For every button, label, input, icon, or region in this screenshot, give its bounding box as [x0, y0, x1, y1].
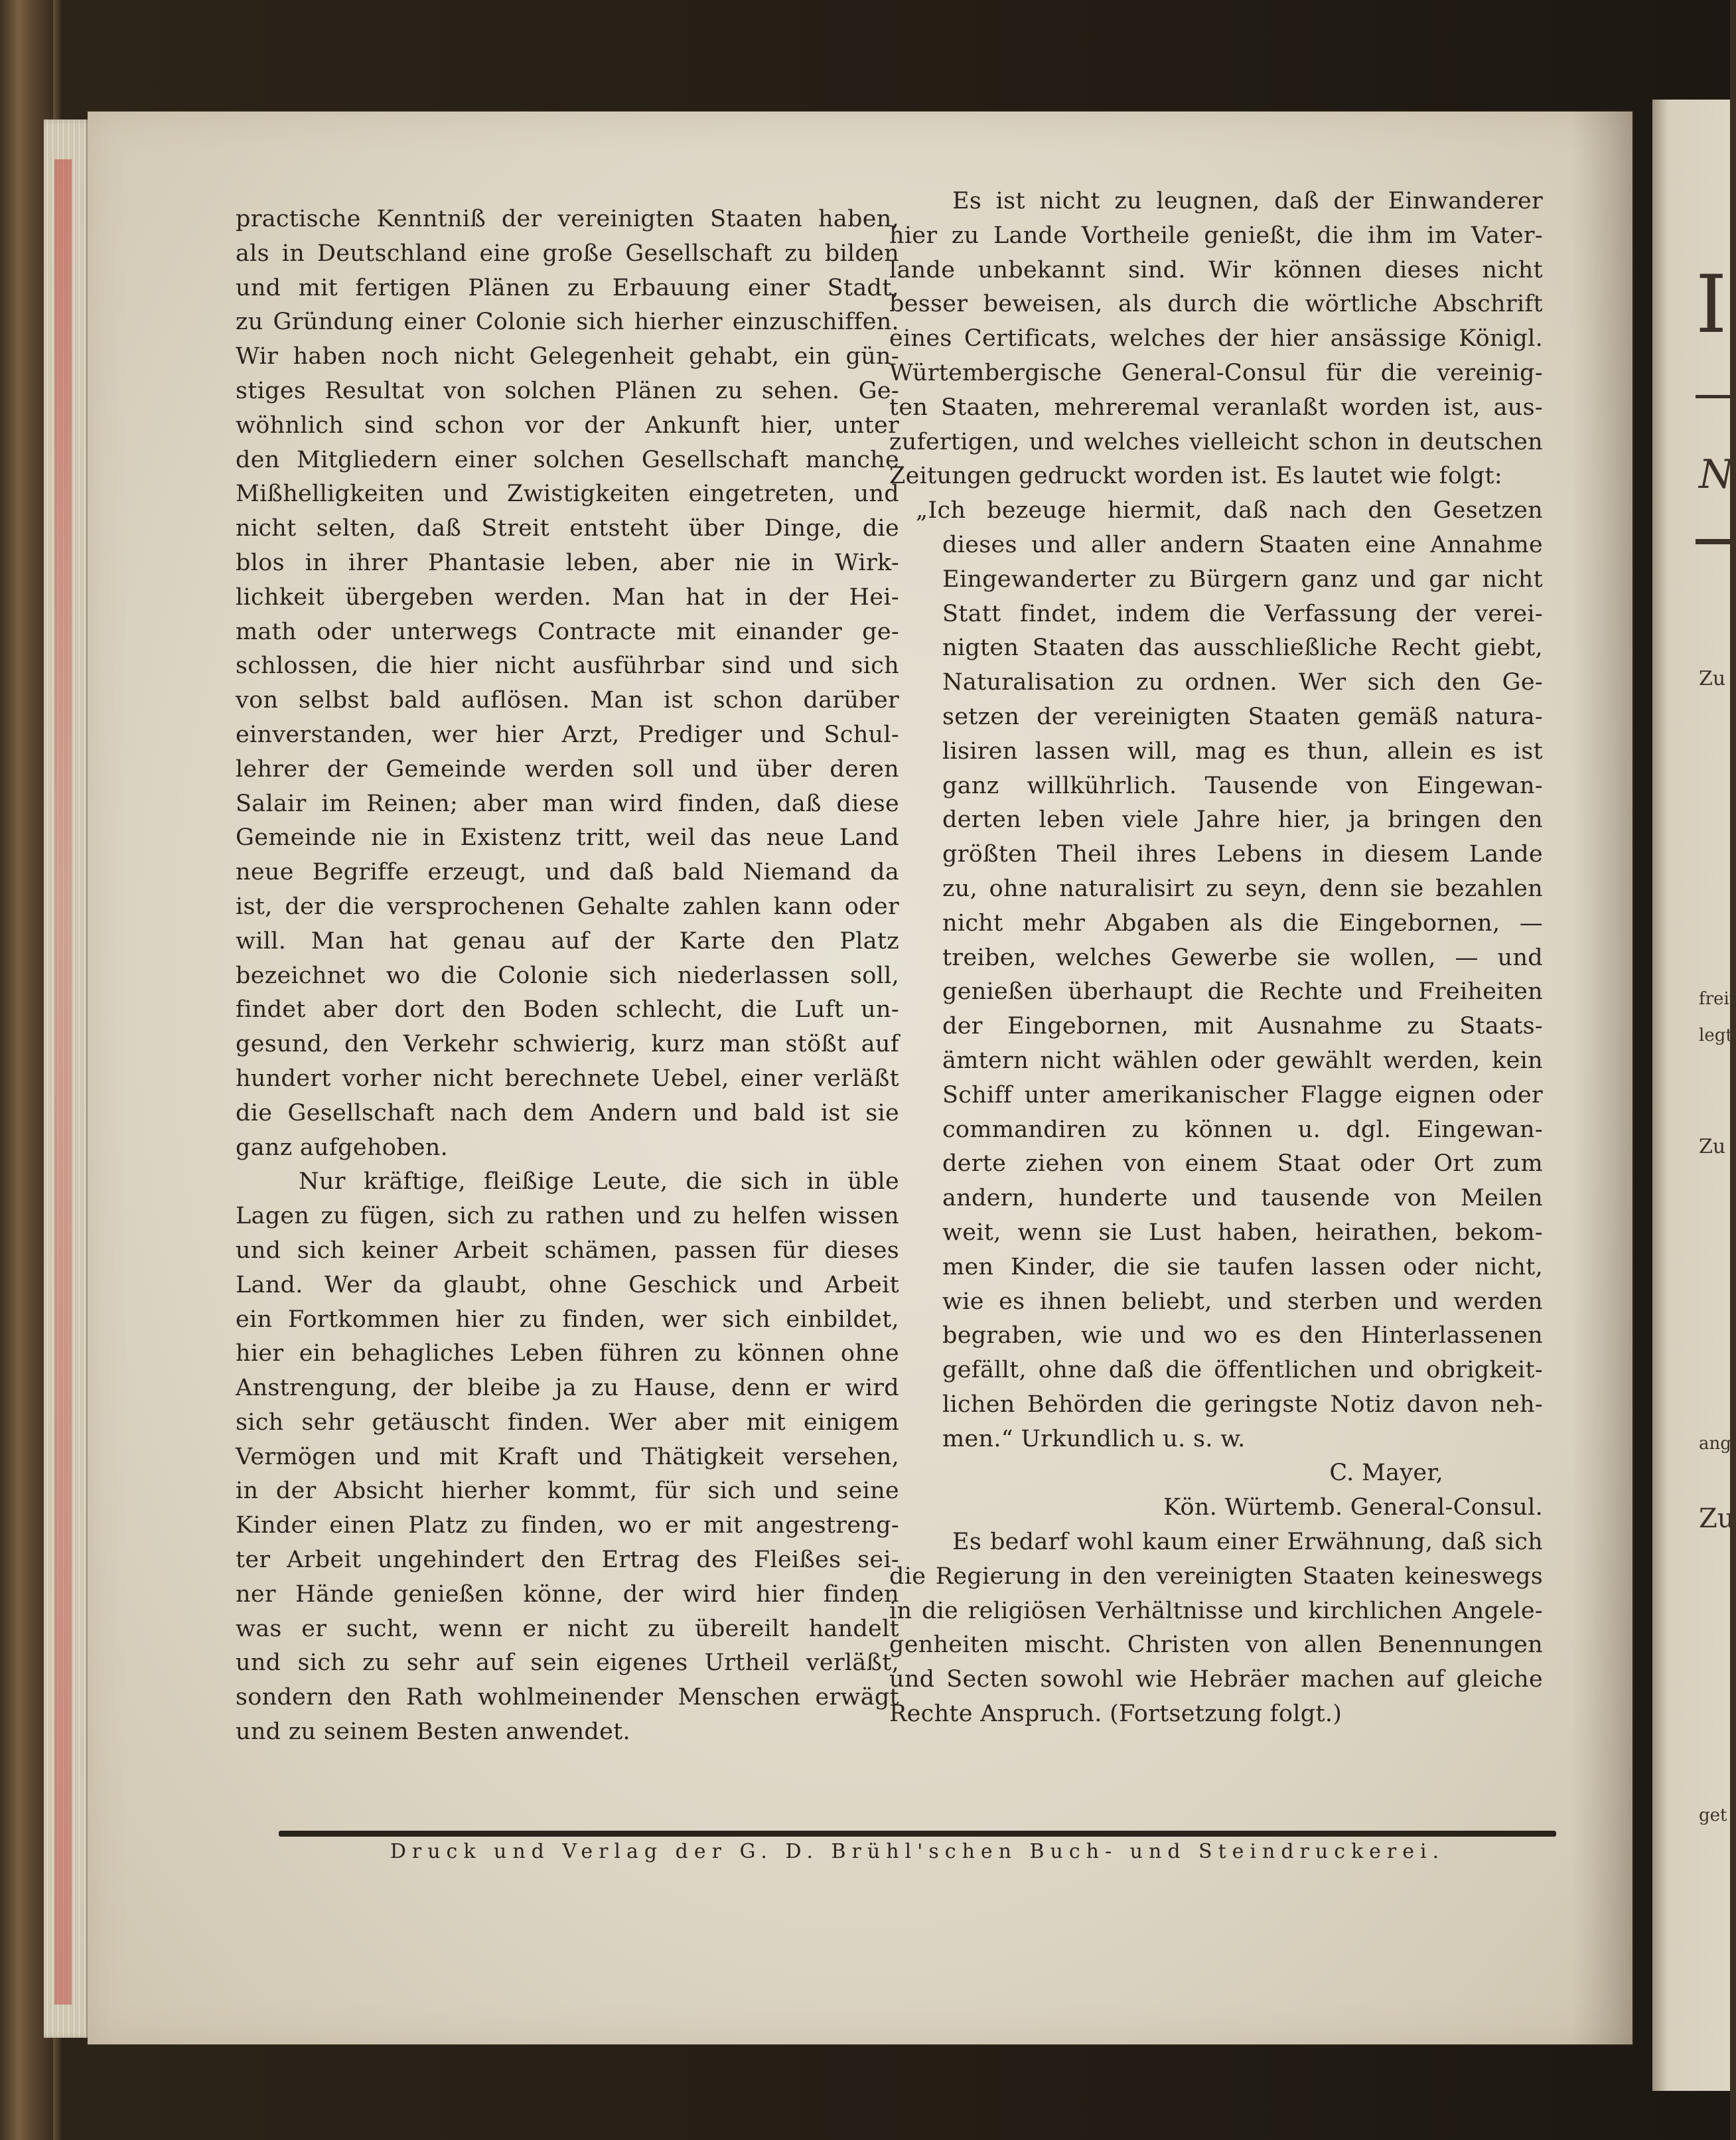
next-page-edge: [1652, 100, 1730, 2091]
text-line: einverstanden, wer hier Arzt, Prediger und Schul-: [236, 721, 899, 748]
text-line: dieses und aller andern Staaten eine Annahme: [942, 531, 1543, 558]
text-line: andern, hunderte und tausende von Meilen: [942, 1185, 1543, 1212]
text-line: stiges Resultat von solchen Plänen zu sehen. Ge-: [236, 377, 899, 404]
signature-title: Kön. Würtemb. General-Consul.: [1163, 1494, 1543, 1521]
text-line: Kinder einen Platz zu finden, wo er mit angestreng-: [236, 1512, 899, 1539]
text-line: schlossen, die hier nicht ausführbar sind und sich: [236, 652, 899, 680]
text-line: und Secten sowohl wie Hebräer machen auf gleiche: [889, 1666, 1543, 1693]
text-line: lichkeit übergeben werden. Man hat in der Hei-: [236, 583, 899, 611]
text-line: gesund, den Verkehr schwierig, kurz man stößt auf: [236, 1031, 899, 1058]
next-page-rule-top: [1696, 395, 1730, 398]
text-line: Anstrengung, der bleibe ja zu Hause, denn er wird: [236, 1375, 899, 1402]
text-line: Land. Wer da glaubt, ohne Geschick und Arbeit: [236, 1271, 899, 1298]
text-line: practische Kenntniß der vereinigten Staaten haben,: [236, 206, 899, 232]
text-line: genießen überhaupt die Rechte und Freiheiten: [942, 978, 1543, 1006]
text-line: weit, wenn sie Lust haben, heirathen, bekom-: [942, 1219, 1543, 1246]
gutter-shadow: [1573, 112, 1632, 2044]
red-page-edge: [54, 159, 72, 2005]
text-line: zu, ohne naturalisirt zu seyn, denn sie bezahlen: [942, 875, 1543, 902]
text-line: „Ich bezeuge hiermit, daß nach den Gesetzen: [916, 497, 1543, 524]
text-line: men Kinder, die sie taufen lassen oder nicht,: [942, 1253, 1543, 1280]
left-paragraph-1: [236, 202, 899, 1165]
next-page-fragment-ang: ang: [1699, 1434, 1731, 1454]
next-page-fragment-zu2: Zu: [1699, 1135, 1726, 1158]
text-line: wie es ihnen beliebt, und sterben und werden: [942, 1288, 1543, 1315]
text-line: commandiren zu können u. dgl. Eingewan-: [942, 1116, 1543, 1143]
text-line: will. Man hat genau auf der Karte den Platz: [236, 927, 899, 955]
text-line: findet aber dort den Boden schlecht, die Luft un-: [236, 996, 899, 1024]
text-line: ner Hände genießen könne, der wird hier finden: [236, 1580, 899, 1608]
next-page-fragment-zu1: Zu: [1699, 667, 1726, 690]
right-paragraph-3: [889, 1525, 1543, 1732]
text-line: die Gesellschaft nach dem Andern und bald ist sie: [236, 1099, 899, 1126]
text-line: lisiren lassen will, mag es thun, allein es ist: [942, 737, 1543, 765]
text-line: hundert vorher nicht berechnete Uebel, einer verläßt: [236, 1065, 899, 1092]
left-paragraph-2: [236, 1165, 899, 1750]
next-page-rule-bottom: [1696, 539, 1730, 544]
text-line: als in Deutschland eine große Gesellschaft zu bilden: [236, 240, 899, 267]
signature-name: C. Mayer,: [1329, 1460, 1443, 1487]
text-line: was er sucht, wenn er nicht zu übereilt handelt: [236, 1615, 899, 1642]
text-line: Mißhelligkeiten und Zwistigkeiten eingetreten, und: [236, 481, 899, 508]
next-page-n-letter: N: [1699, 451, 1734, 498]
text-line: lehrer der Gemeinde werden soll und über deren: [236, 755, 899, 783]
text-line: und sich keiner Arbeit schämen, passen für dieses: [236, 1237, 899, 1264]
text-line: ten Staaten, mehreremal veranlaßt worden ist, aus-: [889, 394, 1543, 421]
text-line: ter Arbeit ungehindert den Ertrag des Fleißes sei-: [236, 1547, 899, 1574]
text-line: derte ziehen von einem Staat oder Ort zum: [942, 1150, 1543, 1178]
text-line: setzen der vereinigten Staaten gemäß natura-: [942, 703, 1543, 730]
text-line: ein Fortkommen hier zu finden, wer sich einbildet,: [236, 1306, 899, 1333]
text-line: ist, der die versprochenen Gehalte zahlen kann oder: [236, 893, 899, 920]
certificate-quote: [889, 494, 1543, 1456]
text-line: ämtern nicht wählen oder gewählt werden, kein: [942, 1047, 1543, 1074]
text-line: die Regierung in den vereinigten Staaten keineswegs: [889, 1563, 1543, 1590]
text-line: Vermögen und mit Kraft und Thätigkeit versehen,: [236, 1443, 899, 1470]
text-line: lande unbekannt sind. Wir können dieses nicht: [889, 256, 1543, 283]
text-line: Schiff unter amerikanischer Flagge eignen oder: [942, 1081, 1543, 1108]
text-line: men.“ Urkundlich u. s. w.: [942, 1425, 1246, 1452]
text-line: gefällt, ohne daß die öffentlichen und obrigkeit-: [942, 1357, 1543, 1384]
text-line: von selbst bald auflösen. Man ist schon darüber: [236, 687, 899, 714]
text-line: sich sehr getäuscht finden. Wer aber mit einigem: [236, 1409, 899, 1436]
text-line: größten Theil ihres Lebens in diesem Lande: [942, 841, 1543, 868]
text-line: Naturalisation zu ordnen. Wer sich den Ge-: [942, 669, 1543, 696]
right-paragraph-1: [889, 185, 1543, 494]
printer-imprint: Druck und Verlag der G. D. Brühl'schen Buch- und Steindruckerei.: [390, 1840, 1445, 1863]
text-line: Eingewanderter zu Bürgern ganz und gar nicht: [942, 566, 1543, 593]
text-line: wöhnlich sind schon vor der Ankunft hier, unter: [236, 412, 899, 439]
text-line: blos in ihrer Phantasie leben, aber nie in Wirk-: [236, 549, 899, 576]
text-line: und sich zu sehr auf sein eigenes Urtheil verläßt,: [236, 1649, 899, 1677]
next-page-fragment-get: get: [1699, 1805, 1727, 1825]
next-page-fragment-zu3: Zu: [1699, 1503, 1735, 1534]
text-line: in der Absicht hierher kommt, für sich und seine: [236, 1478, 899, 1505]
text-line: neue Begriffe erzeugt, und daß bald Niemand da: [236, 859, 899, 886]
text-line: zu Gründung einer Colonie sich hierher einzuschiffen.: [236, 309, 899, 336]
left-text-column: [236, 202, 899, 1750]
text-line: und mit fertigen Plänen zu Erbauung einer Stadt,: [236, 274, 899, 301]
text-line: begraben, wie und wo es den Hinterlassenen: [942, 1322, 1543, 1349]
text-line: nicht mehr Abgaben als die Eingebornen, —: [942, 909, 1543, 937]
text-line: den Mitgliedern einer solchen Gesellschaft manche: [236, 446, 899, 473]
text-line: Lagen zu fügen, sich zu rathen und zu helfen wissen: [236, 1203, 899, 1230]
right-text-column: [889, 185, 1543, 1732]
text-line: hier zu Lande Vortheile genießt, die ihm im Vater-: [889, 222, 1543, 249]
text-line: Es bedarf wohl kaum einer Erwähnung, daß sich: [952, 1529, 1543, 1556]
next-page-fragment-legt: legt: [1699, 1026, 1733, 1045]
next-page-big-letter: I: [1696, 259, 1727, 351]
text-line: besser beweisen, als durch die wörtliche Abschrift: [889, 291, 1543, 318]
text-line: Es ist nicht zu leugnen, daß der Einwanderer: [952, 188, 1543, 214]
next-page-fragment-freit: freit: [1699, 989, 1736, 1009]
text-line: nigten Staaten das ausschließliche Recht giebt,: [942, 635, 1543, 662]
text-line: sondern den Rath wohlmeinender Menschen erwägt: [236, 1684, 899, 1711]
text-line: in die religiösen Verhältnisse und kirchlichen Angele-: [889, 1597, 1543, 1624]
text-line: nicht selten, daß Streit entsteht über Dinge, die: [236, 515, 899, 542]
text-line: Salair im Reinen; aber man wird finden, daß diese: [236, 790, 899, 817]
text-line: Rechte Anspruch. (Fortsetzung folgt.): [889, 1701, 1342, 1728]
text-line: lichen Behörden die geringste Notiz davon neh-: [942, 1391, 1543, 1418]
text-line: math oder unterwegs Contracte mit einander ge-: [236, 618, 899, 645]
text-line: treiben, welches Gewerbe sie wollen, — und: [942, 944, 1543, 971]
footer-rule: [279, 1831, 1556, 1837]
text-line: eines Certificats, welches der hier ansässige Königl.: [889, 325, 1543, 352]
text-line: Würtembergische General-Consul für die vereinig-: [889, 359, 1543, 386]
text-line: und zu seinem Besten anwendet.: [236, 1719, 630, 1746]
text-line: hier ein behagliches Leben führen zu können ohne: [236, 1340, 899, 1367]
text-line: Gemeinde nie in Existenz tritt, weil das neue Land: [236, 824, 899, 852]
text-line: Nur kräftige, fleißige Leute, die sich in üble: [299, 1168, 899, 1195]
text-line: zufertigen, und welches vielleicht schon in deutschen: [889, 428, 1543, 455]
text-line: bezeichnet wo die Colonie sich niederlassen soll,: [236, 962, 899, 989]
text-line: genheiten mischt. Christen von allen Benennungen: [889, 1632, 1543, 1659]
text-line: ganz willkührlich. Tausende von Eingewan-: [942, 772, 1543, 799]
text-line: der Eingebornen, mit Ausnahme zu Staats-: [942, 1013, 1543, 1040]
text-line: Wir haben noch nicht Gelegenheit gehabt, ein gün-: [236, 343, 899, 370]
text-line: derten leben viele Jahre hier, ja bringen den: [942, 806, 1543, 834]
text-line: ganz aufgehoben.: [236, 1134, 449, 1161]
text-line: Zeitungen gedruckt worden ist. Es lautet wie folgt:: [889, 463, 1502, 490]
text-line: Statt findet, indem die Verfassung der verei-: [942, 600, 1543, 627]
